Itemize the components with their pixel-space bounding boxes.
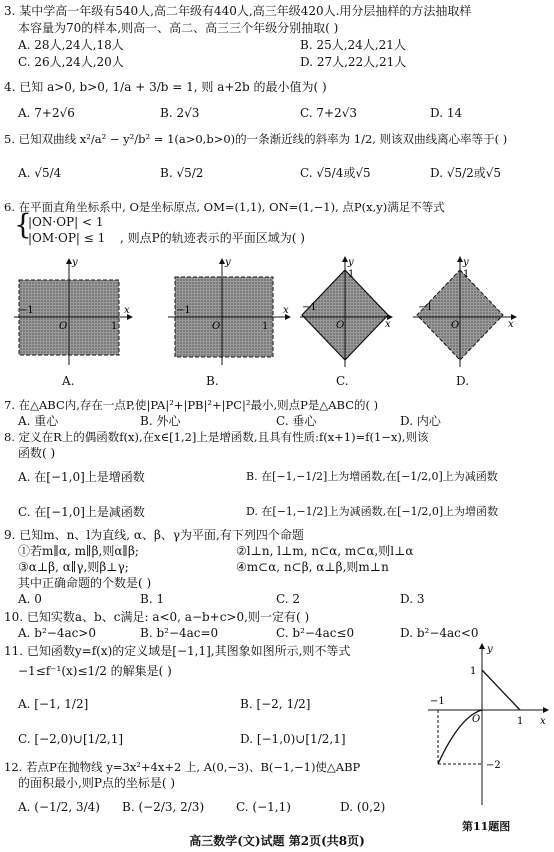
svg-text:O: O xyxy=(212,321,221,332)
svg-text:O: O xyxy=(336,320,345,331)
q3-option-c: C. 26人,24人,20人 xyxy=(18,55,124,69)
q6-caption-d: D. xyxy=(456,374,470,388)
q9-option-b: B. 1 xyxy=(140,592,165,606)
q6-graph-b xyxy=(168,257,290,365)
svg-text:y: y xyxy=(487,644,493,655)
q9-proposition-4: ④m⊂α, n⊂β, α⊥β,则m⊥n xyxy=(236,560,389,574)
q6-caption-a: A. xyxy=(62,374,75,388)
q6-condition-1: |ON·OP| < 1 xyxy=(28,215,104,229)
q7-option-a: A. 重心 xyxy=(18,414,59,428)
svg-text:1: 1 xyxy=(111,321,118,332)
svg-text:y: y xyxy=(225,257,231,268)
svg-text:−1: −1 xyxy=(19,305,34,316)
svg-text:1: 1 xyxy=(470,666,477,677)
q11-option-a: A. [−1, 1/2] xyxy=(18,697,89,711)
svg-text:O: O xyxy=(59,321,68,332)
q10-option-b: B. b²−4ac=0 xyxy=(140,626,219,640)
svg-text:1: 1 xyxy=(262,321,269,332)
q6-caption-b: B. xyxy=(206,374,219,388)
q8-option-a: A. 在[−1,0]上是增函数 xyxy=(18,470,145,484)
q3-stem-line1: 3. 某中学高一年级有540人,高二年级有440人,高三年级420人.用分层抽样的方法抽取样 xyxy=(4,4,472,18)
q11-option-d: D. [−1,0)∪[1/2,1] xyxy=(240,732,346,746)
q9-proposition-2: ②l⊥n, l⊥m, n⊂α, m⊂α,则l⊥α xyxy=(236,544,414,558)
q3-option-a: A. 28人,24人,18人 xyxy=(18,38,124,52)
svg-text:−1: −1 xyxy=(176,305,191,316)
q6-graph-a xyxy=(14,257,132,365)
q12-option-d: D. (0,2) xyxy=(340,800,386,814)
q5-option-b: B. √5/2 xyxy=(160,166,204,180)
q10-stem: 10. 已知实数a、b、c满足: a<0, a−b+c>0,则一定有( ) xyxy=(4,610,310,624)
q9-option-c: C. 2 xyxy=(276,592,301,606)
q7-option-b: B. 外心 xyxy=(140,414,181,428)
q4-option-c: C. 7+2√3 xyxy=(300,106,357,120)
svg-text:y: y xyxy=(348,257,354,268)
q8-option-c: C. 在[−1,0]上是减函数 xyxy=(18,505,145,519)
svg-text:O: O xyxy=(472,714,481,725)
q6-stem-line2: , 则点P的轨迹表示的平面区域为( ) xyxy=(120,231,305,245)
svg-text:x: x xyxy=(283,305,289,316)
q6-graph-c xyxy=(300,257,392,367)
q6-region-graphs xyxy=(0,255,554,390)
q3-stem-line2: 本容量为70的样本,则高一、高二、高三三个年级分别抽取( ) xyxy=(18,21,339,35)
q10-option-c: C. b²−4ac≤0 xyxy=(276,626,355,640)
q6-stem-line1: 6. 在平面直角坐标系中, O是坐标原点, OM=(1,1), ON=(1,−1), 点P(x,y)满足不等式 xyxy=(4,200,445,214)
q7-option-d: D. 内心 xyxy=(400,414,441,428)
q10-option-a: A. b²−4ac>0 xyxy=(18,626,97,640)
q8-stem-line1: 8. 定义在R上的偶函数f(x),在x∈[1,2]上是增函数,且具有性质:f(x+1)=f(1−x),则该 xyxy=(4,430,429,444)
svg-text:y: y xyxy=(463,257,469,268)
q12-stem-line2: 的面积最小,则P点的坐标是( ) xyxy=(18,776,176,790)
svg-text:O: O xyxy=(451,320,460,331)
q6-graph-d xyxy=(413,257,516,367)
q10-option-d: D. b²−4ac<0 xyxy=(400,626,479,640)
svg-text:1: 1 xyxy=(463,269,470,280)
svg-text:−1: −1 xyxy=(430,696,445,707)
svg-text:x: x xyxy=(540,716,546,727)
q11-function-graph xyxy=(420,640,552,810)
svg-text:1: 1 xyxy=(348,269,355,280)
page-footer: 高三数学(文)试题 第2页(共8页) xyxy=(189,834,365,848)
q11-stem-line1: 11. 已知函数y=f(x)的定义域是[−1,1],其图象如图所示,则不等式 xyxy=(4,644,351,658)
svg-text:x: x xyxy=(385,319,391,330)
svg-text:1: 1 xyxy=(517,716,524,727)
q3-option-d: D. 27人,22人,21人 xyxy=(300,55,407,69)
q4-option-a: A. 7+2√6 xyxy=(18,106,75,120)
q8-option-b: B. 在[−1,−1/2]上为增函数,在[−1/2,0]上为减函数 xyxy=(246,470,498,483)
q9-option-a: A. 0 xyxy=(18,592,42,606)
svg-text:−2: −2 xyxy=(486,760,501,771)
q9-proposition-1: ①若m∥α, m∥β,则α∥β; xyxy=(18,544,139,558)
q7-stem: 7. 在△ABC内,存在一点P,使|PA|²+|PB|²+|PC|²最小,则点P是△ABC的( ) xyxy=(4,398,379,412)
q5-stem: 5. 已知双曲线 x²/a² − y²/b² = 1(a>0,b>0)的一条渐近线的斜率为 1/2, 则该双曲线离心率等于( ) xyxy=(4,132,508,146)
q4-stem: 4. 已知 a>0, b>0, 1/a + 3/b = 1, 则 a+2b 的最小值为( ) xyxy=(4,80,327,94)
svg-text:x: x xyxy=(124,305,130,316)
svg-text:−1: −1 xyxy=(418,302,433,313)
q9-option-d: D. 3 xyxy=(400,592,425,606)
q9-proposition-3: ③α⊥β, α∥γ,则β⊥γ; xyxy=(18,560,129,574)
q8-option-d: D. 在[−1,−1/2]上为减函数,在[−1/2,0]上为增函数 xyxy=(246,505,499,518)
q12-stem-line1: 12. 若点P在抛物线 y=3x²+4x+2 上, A(0,−3)、B(−1,−1)使△ABP xyxy=(4,760,361,774)
q12-option-b: B. (−2/3, 2/3) xyxy=(122,800,205,814)
q11-stem-line2: −1≤f⁻¹(x)≤1/2 的解集是( ) xyxy=(18,664,172,678)
q4-option-b: B. 2√3 xyxy=(160,106,200,120)
q4-option-d: D. 14 xyxy=(430,106,463,120)
q6-condition-2: |OM·OP| ≤ 1 xyxy=(28,231,106,245)
svg-text:−1: −1 xyxy=(302,302,317,313)
q5-option-d: D. √5/2或√5 xyxy=(430,166,502,180)
svg-text:x: x xyxy=(508,319,514,330)
q12-option-a: A. (−1/2, 3/4) xyxy=(18,800,100,814)
q7-option-c: C. 垂心 xyxy=(276,414,317,428)
q3-option-b: B. 25人,24人,21人 xyxy=(300,38,406,52)
q11-option-c: C. [−2,0)∪[1/2,1] xyxy=(18,732,124,746)
q5-option-c: C. √5/4或√5 xyxy=(300,166,371,180)
q11-option-b: B. [−2, 1/2] xyxy=(240,697,311,711)
q12-option-c: C. (−1,1) xyxy=(236,800,291,814)
q9-stem-line1: 9. 已知m、n、l为直线, α、β、γ为平面,有下列四个命题 xyxy=(4,528,304,542)
q6-caption-c: C. xyxy=(336,374,349,388)
q11-figure-caption: 第11题图 xyxy=(462,820,511,833)
q9-stem-line2: 其中正确命题的个数是( ) xyxy=(18,576,152,590)
q6-conditions-brace: { xyxy=(14,208,32,241)
q5-option-a: A. √5/4 xyxy=(18,166,62,180)
svg-text:y: y xyxy=(72,257,78,268)
q8-stem-line2: 函数( ) xyxy=(18,446,56,460)
